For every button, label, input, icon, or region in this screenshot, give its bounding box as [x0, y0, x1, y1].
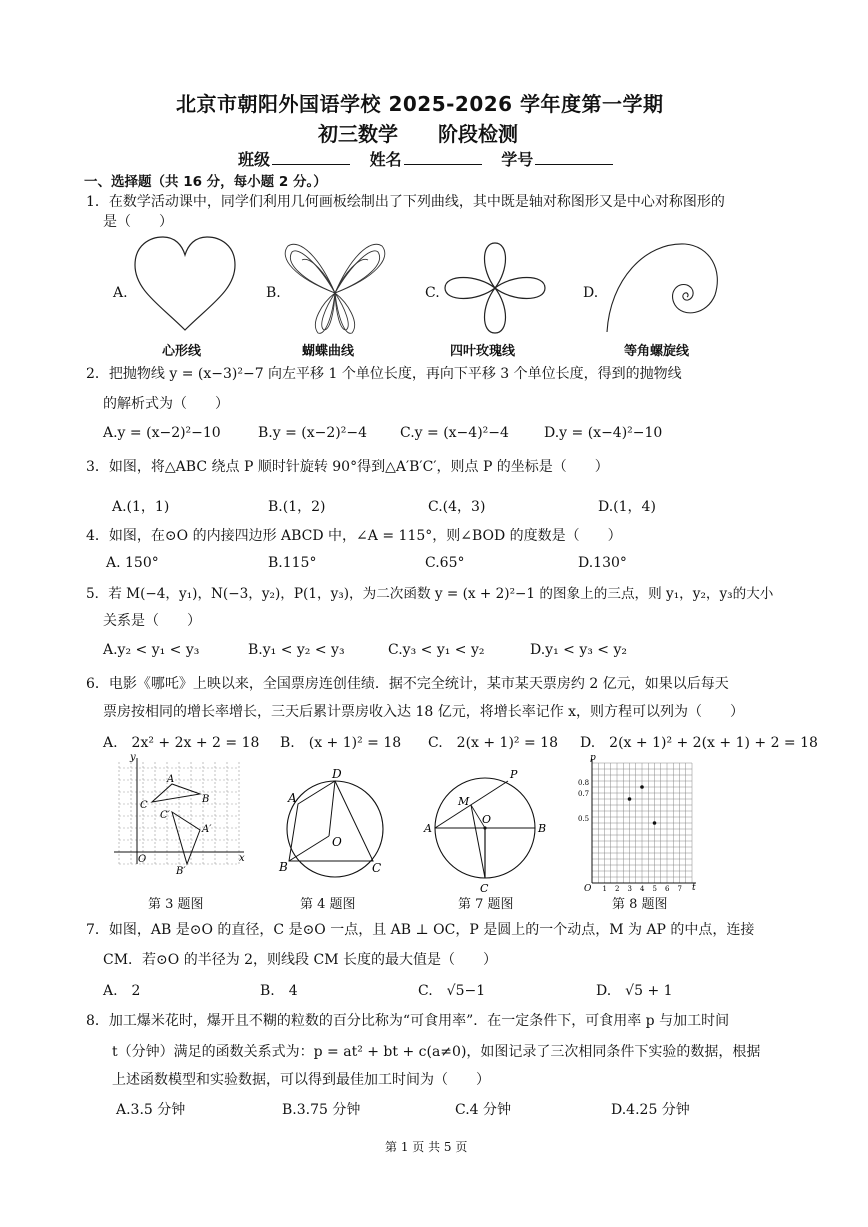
q3-option-b[interactable]: B.(1，2) [268, 499, 326, 515]
fig8-xtick-label: 1 [602, 885, 607, 893]
q8-option-b[interactable]: B.3.75 分钟 [282, 1102, 361, 1118]
fig3-point-a: A [167, 774, 175, 785]
fig3-point-b-prime: B′ [176, 866, 186, 877]
fig8-origin-label: O [584, 884, 592, 894]
q5-option-b[interactable]: B.y₁ < y₂ < y₃ [248, 642, 345, 658]
student-id-blank[interactable] [535, 150, 613, 165]
fig3-x-label: x [239, 853, 245, 864]
q8-text-line2: t（分钟）满足的函数关系式为：p = at² + bt + c(a≠0)，如图记录了三次相同条件下实验的数据，根据 [112, 1044, 761, 1060]
fig8-xtick-label: 2 [615, 885, 620, 893]
section-heading: 一、选择题（共 16 分，每小题 2 分。） [84, 174, 327, 190]
fig7-point-b: B [538, 822, 547, 835]
class-blank[interactable] [272, 150, 350, 165]
fig8-xtick-label: 7 [677, 885, 682, 893]
q3-option-d[interactable]: D.(1，4) [598, 499, 656, 515]
q6-text-line2: 票房按相同的增长率增长，三天后累计票房收入达 18 亿元，将增长率记作 x，则方程可以列为（ ） [103, 704, 745, 720]
fig3-point-c: C [140, 800, 148, 811]
name-blank[interactable] [404, 150, 482, 165]
q7-text-line1: 7．如图，AB 是⊙O 的直径，C 是⊙O 一点，且 AB ⊥ OC，P 是圆上的一个动点，M 为 AP 的中点，连接 [86, 922, 755, 938]
q7-option-b[interactable]: B. 4 [260, 983, 298, 999]
fig7-point-m: M [458, 795, 470, 808]
q7-text-line2: CM．若⊙O 的半径为 2，则线段 CM 长度的最大值是（ ） [103, 952, 498, 968]
q4-option-a[interactable]: A. 150° [106, 555, 159, 571]
fig8-xtick-label: 3 [627, 885, 632, 893]
fig4-point-b: B [279, 860, 288, 874]
page-number: 第 1 页 共 5 页 [385, 1140, 468, 1154]
q6-option-c[interactable]: C. 2(x + 1)² = 18 [428, 735, 558, 751]
q1-option-a-letter[interactable]: A. [113, 285, 128, 301]
figure-3-grid [112, 752, 247, 877]
q8-option-c[interactable]: C.4 分钟 [455, 1102, 512, 1118]
q1-option-b-letter[interactable]: B. [266, 285, 281, 301]
fig3-point-a-prime: A′ [202, 824, 212, 835]
student-info-fields [238, 147, 627, 170]
spiral-caption: 等角螺旋线 [624, 344, 690, 359]
q1-option-d-letter[interactable]: D. [583, 285, 599, 301]
cardioid-caption: 心形线 [162, 344, 202, 359]
fig8-y-axis-label: p [590, 753, 596, 763]
student-id-label: 学号 [501, 150, 534, 169]
q5-option-d[interactable]: D.y₁ < y₃ < y₂ [530, 642, 628, 658]
figure-8-caption: 第 8 题图 [612, 897, 668, 912]
fig8-x-axis-label: t [692, 883, 696, 893]
four-leaf-rose-figure [440, 238, 550, 338]
q2-text-line2: 的解析式为（ ） [103, 396, 229, 412]
q5-option-a[interactable]: A.y₂ < y₁ < y₃ [103, 642, 200, 658]
equiangular-spiral-figure [605, 240, 725, 340]
q6-option-d[interactable]: D. 2(x + 1)² + 2(x + 1) + 2 = 18 [580, 735, 818, 751]
q4-text-line1: 4．如图，在⊙O 的内接四边形 ABCD 中，∠A = 115°，则∠BOD 的度数是（ ） [86, 528, 622, 544]
q1-option-c-letter[interactable]: C. [425, 285, 440, 301]
figure-8-scatter-chart [578, 753, 698, 894]
q2-option-c[interactable]: C.y = (x−4)²−4 [400, 425, 509, 441]
q4-option-b[interactable]: B.115° [268, 555, 317, 571]
q4-option-c[interactable]: C.65° [425, 555, 465, 571]
q8-text-line1: 8．加工爆米花时，爆开且不糊的粒数的百分比称为“可食用率”．在一定条件下，可食用率 p 与加工时间 [86, 1013, 730, 1029]
q7-option-d[interactable]: D. √5 + 1 [596, 983, 673, 999]
q2-option-a[interactable]: A.y = (x−2)²−10 [103, 425, 221, 441]
fig4-center-o: O [332, 835, 342, 849]
q7-option-a[interactable]: A. 2 [103, 983, 141, 999]
q3-text-line1: 3．如图，将△ABC 绕点 P 顺时针旋转 90°得到△A′B′C′，则点 P 的坐标是（ ） [86, 459, 609, 475]
q8-option-a[interactable]: A.3.5 分钟 [116, 1102, 186, 1118]
figure-3-caption: 第 3 题图 [148, 897, 204, 912]
cardioid-curve-figure [130, 235, 240, 335]
q6-text-line1: 6．电影《哪吒》上映以来，全国票房连创佳绩．据不完全统计，某市某天票房约 2 亿元，如果以后每天 [86, 676, 729, 692]
fig7-point-c: C [480, 882, 489, 895]
fig4-point-d: D [332, 767, 342, 781]
fig8-ytick-0-7: 0.7 [578, 790, 590, 798]
q3-option-a[interactable]: A.(1，1) [112, 499, 170, 515]
fig3-origin-label: O [138, 854, 147, 865]
fig8-ytick-0-8: 0.8 [578, 779, 590, 787]
q3-option-c[interactable]: C.(4，3) [428, 499, 486, 515]
fig8-xtick-label: 6 [665, 885, 670, 893]
fig3-point-c-prime: C′ [160, 810, 170, 821]
q2-option-d[interactable]: D.y = (x−4)²−10 [544, 425, 663, 441]
fig7-point-a: A [424, 822, 432, 835]
q6-option-b[interactable]: B. (x + 1)² = 18 [280, 735, 402, 751]
fig3-y-label: y [130, 752, 136, 763]
q8-option-d[interactable]: D.4.25 分钟 [611, 1102, 690, 1118]
q5-option-c[interactable]: C.y₃ < y₁ < y₂ [388, 642, 485, 658]
fig8-data-point [653, 821, 657, 825]
figure-7-caption: 第 7 题图 [458, 897, 514, 912]
fig8-xtick-label: 4 [640, 885, 645, 893]
exam-subtitle: 初三数学 阶段检测 [318, 122, 518, 146]
figure-4-caption: 第 4 题图 [300, 897, 356, 912]
q1-text-line2: 是（ ） [103, 214, 173, 230]
q5-text-line1: 5．若 M(−4，y₁)，N(−3，y₂)，P(1，y₃)，为二次函数 y = (x + 2)²−1 的图象上的三点，则 y₁，y₂，y₃的大小 [86, 586, 774, 602]
fig4-point-a: A [288, 791, 297, 805]
fig7-center-o: O [482, 813, 492, 826]
q8-text-line3: 上述函数模型和实验数据，可以得到最佳加工时间为（ ） [112, 1072, 490, 1088]
class-label: 班级 [238, 150, 271, 169]
figure-4-cyclic-quadrilateral [279, 767, 390, 889]
fig8-xtick-label: 5 [652, 885, 657, 893]
fig3-point-b: B [202, 794, 210, 805]
q7-option-c[interactable]: C. √5−1 [418, 983, 486, 999]
butterfly-caption: 蝴蝶曲线 [302, 344, 355, 359]
butterfly-curve-figure [280, 238, 390, 338]
q6-option-a[interactable]: A. 2x² + 2x + 2 = 18 [103, 735, 260, 751]
fig8-data-point [640, 785, 644, 789]
exam-title: 北京市朝阳外国语学校 2025-2026 学年度第一学期 [176, 92, 664, 116]
q1-text-line1: 1．在数学活动课中，同学们利用几何画板绘制出了下列曲线，其中既是轴对称图形又是中心对称图形的 [86, 194, 725, 210]
fig7-point-p: P [510, 768, 518, 781]
fig8-ytick-0-5: 0.5 [578, 815, 590, 823]
fig8-data-point [628, 797, 632, 801]
name-label: 姓名 [369, 150, 402, 169]
q2-text-line1: 2．把抛物线 y = (x−3)²−7 向左平移 1 个单位长度，再向下平移 3 个单位长度，得到的抛物线 [86, 366, 682, 382]
figure-7-circle [424, 768, 548, 895]
q2-option-b[interactable]: B.y = (x−2)²−4 [258, 425, 367, 441]
rose-caption: 四叶玫瑰线 [450, 344, 516, 359]
fig4-point-c: C [372, 861, 382, 875]
q5-text-line2: 关系是（ ） [103, 613, 201, 629]
q4-option-d[interactable]: D.130° [578, 555, 627, 571]
